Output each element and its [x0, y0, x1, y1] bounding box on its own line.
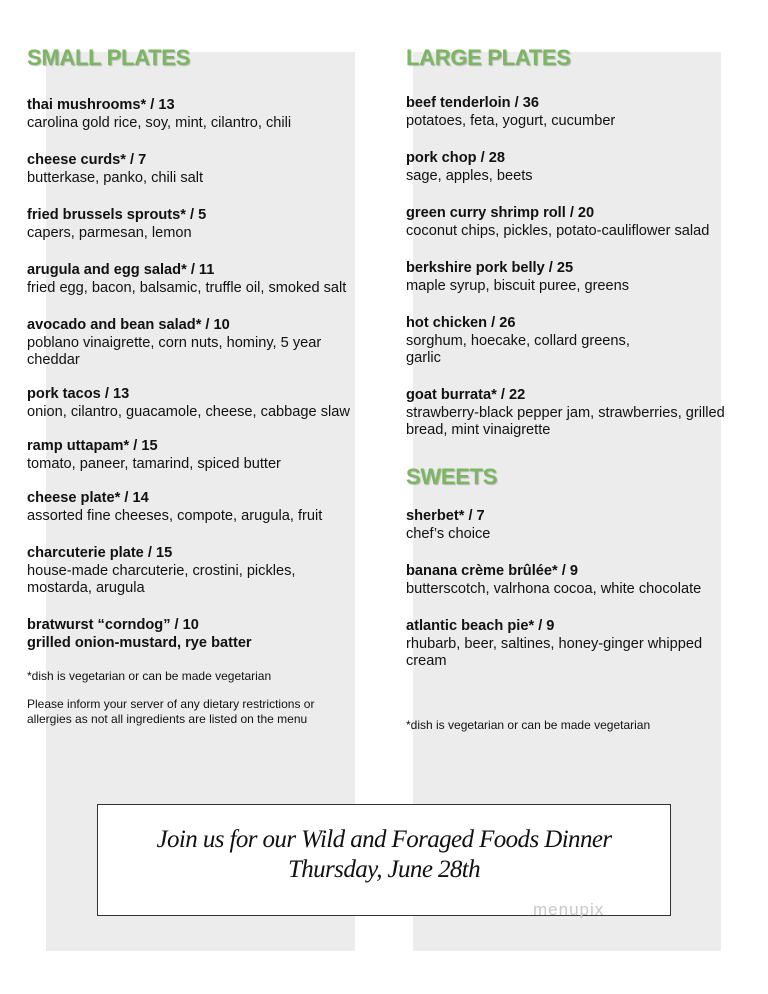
item-description: butterkase, panko, chili salt	[27, 169, 204, 186]
menu-item	[27, 386, 367, 421]
menu-item	[27, 317, 337, 370]
menu-item	[406, 205, 756, 240]
item-description: house-made charcuterie, crostini, pickles, mostarda, arugula	[27, 562, 296, 596]
item-name: ramp uttapam* / 15	[27, 438, 158, 454]
item-name: fried brussels sprouts* / 5	[27, 207, 207, 223]
menu-item	[27, 152, 357, 187]
item-description: strawberry-black pepper jam, strawberries, grilled bread, mint vinaigrette	[406, 404, 725, 438]
item-name: beef tenderloin / 36	[406, 95, 539, 111]
item-name: goat burrata* / 22	[406, 387, 526, 403]
allergy-note: Please inform your server of any dietary restrictions or allergies as not all ingredients are listed on the menu	[27, 697, 315, 726]
item-name: sherbet* / 7	[406, 508, 485, 524]
item-name: banana crème brûlée* / 9	[406, 563, 578, 579]
item-name: green curry shrimp roll / 20	[406, 205, 595, 221]
item-name: arugula and egg salad* / 11	[27, 262, 215, 278]
menu-item	[406, 95, 746, 130]
vegetarian-note: *dish is vegetarian or can be made vegetarian	[406, 718, 651, 732]
item-name: pork chop / 28	[406, 150, 505, 166]
promo-line-1: Join us for our Wild and Foraged Foods Dinner	[156, 826, 612, 853]
menu-item	[406, 150, 746, 185]
menu-item	[27, 617, 357, 652]
item-name: berkshire pork belly / 25	[406, 260, 574, 276]
menu-item	[406, 387, 751, 440]
menu-item	[27, 438, 357, 473]
vegetarian-note: *dish is vegetarian or can be made vegetarian	[27, 669, 272, 683]
menu-item	[406, 508, 746, 543]
item-name: thai mushrooms* / 13	[27, 97, 175, 113]
item-description: sage, apples, beets	[406, 167, 533, 184]
item-description: tomato, paneer, tamarind, spiced butter	[27, 455, 281, 472]
item-description: sorghum, hoecake, collard greens, garlic	[406, 332, 630, 366]
item-name: hot chicken / 26	[406, 315, 516, 331]
item-description: grilled onion-mustard, rye batter	[27, 634, 252, 651]
item-name: bratwurst “corndog” / 10	[27, 617, 199, 633]
menu-item	[27, 207, 357, 242]
item-name: charcuterie plate / 15	[27, 545, 173, 561]
item-description: butterscotch, valrhona cocoa, white chocolate	[406, 580, 702, 597]
menu-item	[406, 563, 751, 598]
item-name: cheese curds* / 7	[27, 152, 147, 168]
menu-item	[406, 260, 746, 295]
item-name: pork tacos / 13	[27, 386, 130, 402]
menupix-watermark: menupix	[533, 900, 605, 919]
item-description: poblano vinaigrette, corn nuts, hominy, 5 year cheddar	[27, 334, 322, 368]
item-description: rhubarb, beer, saltines, honey-ginger whipped cream	[406, 635, 703, 669]
item-description: potatoes, feta, yogurt, cucumber	[406, 112, 616, 129]
menu-item	[406, 315, 651, 368]
large-plates-heading: LARGE PLATES	[406, 45, 571, 70]
item-description: carolina gold rice, soy, mint, cilantro, chili	[27, 114, 292, 131]
menu-item	[27, 97, 357, 132]
item-description: assorted fine cheeses, compote, arugula, fruit	[27, 507, 323, 524]
item-description: maple syrup, biscuit puree, greens	[406, 277, 630, 294]
menu-item	[27, 545, 317, 598]
item-name: avocado and bean salad* / 10	[27, 317, 230, 333]
sweets-heading: SWEETS	[406, 464, 498, 489]
small-plates-heading: SMALL PLATES	[27, 45, 191, 70]
item-description: fried egg, bacon, balsamic, truffle oil, smoked salt	[27, 279, 347, 296]
item-description: onion, cilantro, guacamole, cheese, cabbage slaw	[27, 403, 350, 420]
menu-item	[406, 618, 726, 671]
promo-line-2: Thursday, June 28th	[287, 856, 481, 883]
item-name: cheese plate* / 14	[27, 490, 149, 506]
item-description: coconut chips, pickles, potato-cauliflower salad	[406, 222, 710, 239]
item-description: chef’s choice	[406, 525, 491, 542]
item-description: capers, parmesan, lemon	[27, 224, 192, 241]
menu-item	[27, 262, 367, 297]
menu-item	[27, 490, 357, 525]
item-name: atlantic beach pie* / 9	[406, 618, 555, 634]
